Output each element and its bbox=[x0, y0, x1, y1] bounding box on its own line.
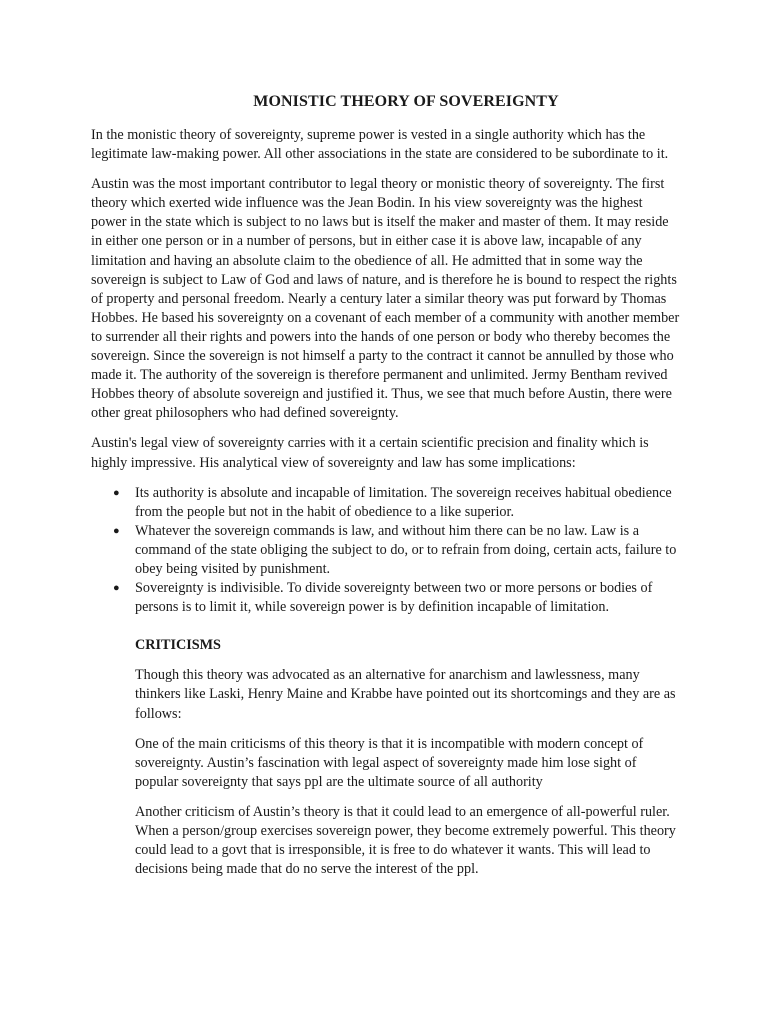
bullet-icon: ● bbox=[113, 486, 120, 499]
list-item-text: Whatever the sovereign commands is law, and without him there can be no law. Law is a command of the state obliging the subject to do, or to refrain from doing, certain acts, failure to obey being visited by punishment. bbox=[135, 522, 677, 577]
paragraph-austin-view: Austin's legal view of sovereignty carries with it a certain scientific precision and finality which is highly impressive. His analytical view of sovereignty and law has some implications: bbox=[91, 435, 649, 471]
list-item bbox=[91, 522, 681, 579]
criticism-all-powerful-ruler: Another criticism of Austin’s theory is that it could lead to an emergence of all-powerful ruler. When a person/group exercises sovereign power, they become extremely powerful. This theory could lead to a govt that is irresponsible, it is free to do whatever it wants. This will lead to decisions being made that do no serve the interest of the ppl. bbox=[135, 803, 676, 878]
list-item bbox=[91, 579, 681, 617]
list-item-text: Sovereignty is indivisible. To divide sovereignty between two or more persons or bodies of persons is to limit it, while sovereign power is by definition incapable of limitation. bbox=[135, 580, 653, 616]
page-title: MONISTIC THEORY OF SOVEREIGNTY bbox=[253, 93, 559, 110]
criticisms-intro: Though this theory was advocated as an alternative for anarchism and lawlessness, many thinkers like Laski, Henry Maine and Krabbe have pointed out its shortcomings and they are as follows: bbox=[135, 667, 676, 722]
implications-list bbox=[91, 484, 681, 618]
criticisms-section bbox=[135, 636, 681, 879]
paragraph-history: Austin was the most important contributor to legal theory or monistic theory of sovereignty. The first theory which exerted wide influence was the Jean Bodin. In his view sovereignty was the highest power in the state which is subject to no laws but is itself the maker and master of them. It may reside in either one person or in a number of persons, but in either case it is above law, incapable of any limitation and having an absolute claim to the obedience of all. He admitted that in some way the sovereign is subject to Law of God and laws of nature, and is therefore he is bound to respect the rights of property and personal freedom. Nearly a century later a similar theory was put forward by Thomas Hobbes. He based his sovereignty on a covenant of each member of a community with another member to surrender all their rights and powers into the hands of one person or body who thereby becomes the sovereign. Since the sovereign is not himself a party to the contract it cannot be annulled by those who made it. The authority of the sovereign is therefore permanent and unlimited. Jermy Bentham revived Hobbes theory of absolute sovereign and justified it. Thus, we see that much before Austin, there were other great philosophers who had defined sovereignty. bbox=[91, 176, 680, 422]
paragraph-intro: In the monistic theory of sovereignty, supreme power is vested in a single authority which has the legitimate law-making power. All other associations in the state are considered to be subordinate to it. bbox=[91, 127, 669, 163]
criticisms-heading: CRITICISMS bbox=[135, 637, 221, 654]
list-item bbox=[91, 484, 681, 522]
bullet-icon: ● bbox=[113, 582, 120, 595]
list-item-text: Its authority is absolute and incapable of limitation. The sovereign receives habitual obedience from the people but not in the habit of obedience to a like superior. bbox=[135, 484, 672, 520]
document-body bbox=[91, 126, 681, 890]
criticism-modern-concept: One of the main criticisms of this theory is that it is incompatible with modern concept of sovereignty. Austin’s fascination with legal aspect of sovereignty made him lose sight of popular sovereignty that says ppl are the ultimate source of all authority bbox=[135, 735, 644, 790]
bullet-icon: ● bbox=[113, 524, 120, 537]
